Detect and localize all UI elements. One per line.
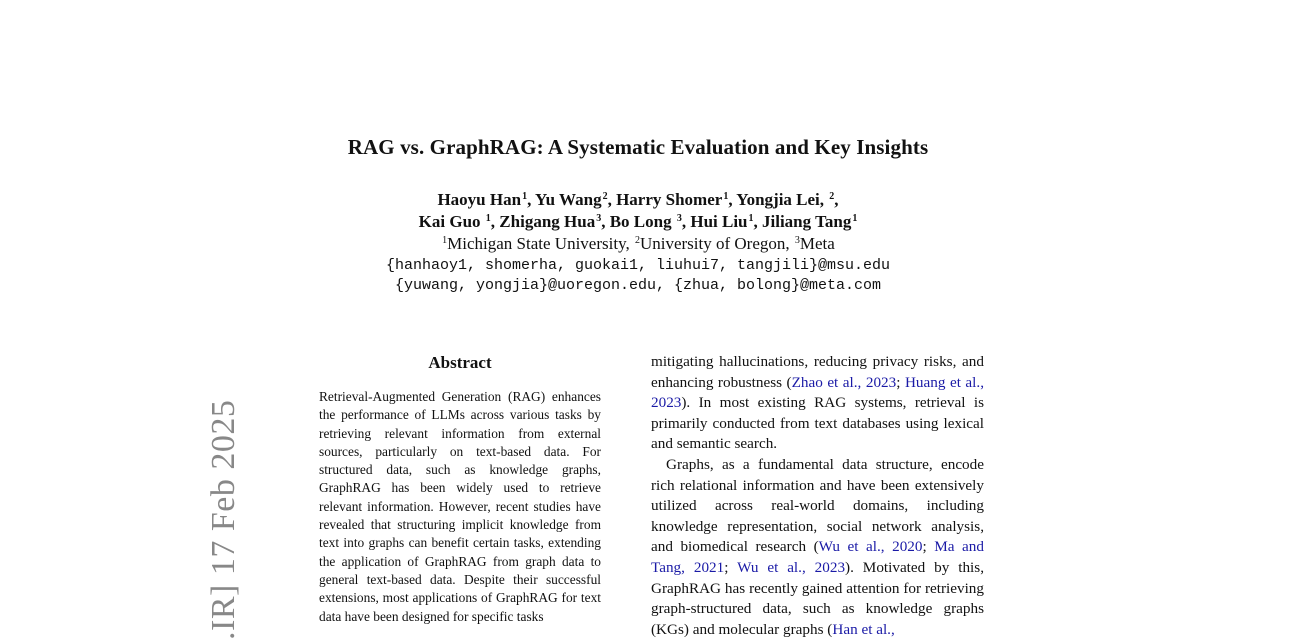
author-name: Bo Long — [609, 212, 676, 231]
author-name: Harry Shomer — [616, 190, 723, 209]
author-affiliation-mark: 3 — [676, 213, 682, 224]
author-affiliation-mark: 2 — [829, 191, 835, 202]
affiliation-name: Meta — [799, 234, 835, 253]
author-separator: , — [728, 190, 737, 209]
affiliation-separator: , — [785, 234, 794, 253]
citation-link[interactable]: Zhao et al., 2023 — [791, 373, 897, 391]
email-line-2: {yuwang, yongjia}@uoregon.edu, {zhua, bolong}@meta.com — [394, 277, 882, 294]
affiliation-mark: 2 — [634, 235, 640, 246]
citation-link[interactable]: Huang et al., 2023 — [651, 373, 984, 412]
email-line-1: {hanhaoy1, shomerha, guokai1, liuhui7, tangjili}@msu.edu — [385, 257, 891, 274]
text-run: ). In most existing RAG systems, retrieval is primarily conducted from text databases using lexical and semantic search. — [651, 394, 984, 453]
author-affiliation-mark: 1 — [748, 213, 754, 224]
affiliation-mark: 1 — [442, 235, 448, 246]
author-separator: , — [607, 190, 617, 209]
citation-link[interactable]: Han et al., — [832, 620, 895, 638]
abstract-heading: Abstract — [428, 353, 492, 372]
intro-paragraph-2 — [651, 455, 984, 640]
author-affiliation-mark: 3 — [596, 213, 602, 224]
author-separator: , — [681, 212, 691, 231]
text-run: mitigating hallucinations, reducing privacy risks, and enhancing robustness ( — [651, 353, 984, 391]
affiliation-name: University of Oregon — [639, 234, 786, 253]
intro-paragraph-1 — [651, 352, 984, 455]
text-run: ; — [922, 538, 935, 556]
arxiv-stamp-text: .IR] 17 Feb 2025 — [205, 399, 242, 640]
text-run: ; — [724, 558, 738, 576]
text-run: ). Motivated by this, GraphRAG has recently gained attention for retrieving graph-structured data, such as knowledge graphs (KGs) and molecular graphs ( — [651, 558, 984, 638]
author-name: Zhigang Hua — [499, 212, 596, 231]
text-run: ; — [896, 373, 905, 391]
affiliation-name: Michigan State University — [447, 234, 626, 253]
author-separator: , — [527, 190, 535, 209]
author-affiliation-mark: 1 — [852, 213, 858, 224]
affiliation-mark: 3 — [794, 235, 800, 246]
arxiv-sidebar-stamp — [205, 399, 258, 640]
introduction-column — [651, 352, 984, 640]
author-affiliation-mark: 1 — [522, 191, 528, 202]
author-separator: , — [601, 212, 610, 231]
citation-link[interactable]: Wu et al., 2020 — [818, 538, 923, 556]
author-name: Yu Wang — [534, 190, 602, 209]
author-separator: , — [753, 212, 763, 231]
author-affiliation-mark: 1 — [723, 191, 729, 202]
abstract-column — [319, 352, 601, 626]
author-name: Haoyu Han — [437, 190, 522, 209]
author-name: Kai Guo — [418, 212, 485, 231]
author-separator: , — [834, 190, 839, 209]
author-affiliation-mark: 2 — [602, 191, 608, 202]
text-run: Graphs, as a fundamental data structure, encode rich relational information and have been extensively utilized across real-world domains, including knowledge representation, social network analysis, and biomedical research ( — [651, 455, 984, 556]
citation-link[interactable]: Wu et al., 2023 — [737, 558, 846, 576]
author-name: Jiliang Tang — [762, 212, 852, 231]
affiliations — [0, 233, 1276, 258]
author-separator: , — [490, 212, 500, 231]
author-affiliation-mark: 1 — [485, 213, 491, 224]
author-name: Yongjia Lei, — [736, 190, 825, 209]
citation-link[interactable]: Ma and Tang, 2021 — [651, 538, 984, 576]
affiliation-separator: , — [625, 234, 634, 253]
author-name: Hui Liu — [690, 212, 748, 231]
paper-title: RAG vs. GraphRAG: A Systematic Evaluation and Key Insights — [347, 135, 929, 159]
abstract-body: Retrieval-Augmented Generation (RAG) enhances the performance of LLMs across various tasks by retrieving relevant information from external sources, particularly on text-based data. For structured data, such as knowledge graphs, GraphRAG has been widely used to retrieve relevant information. However, recent studies have revealed that structuring implicit knowledge from text into graphs can benefit certain tasks, extending the application of GraphRAG from graph data to general text-based data. Despite their successful extensions, most applications of GraphRAG for text data have been designed for specific tasks — [319, 389, 601, 624]
